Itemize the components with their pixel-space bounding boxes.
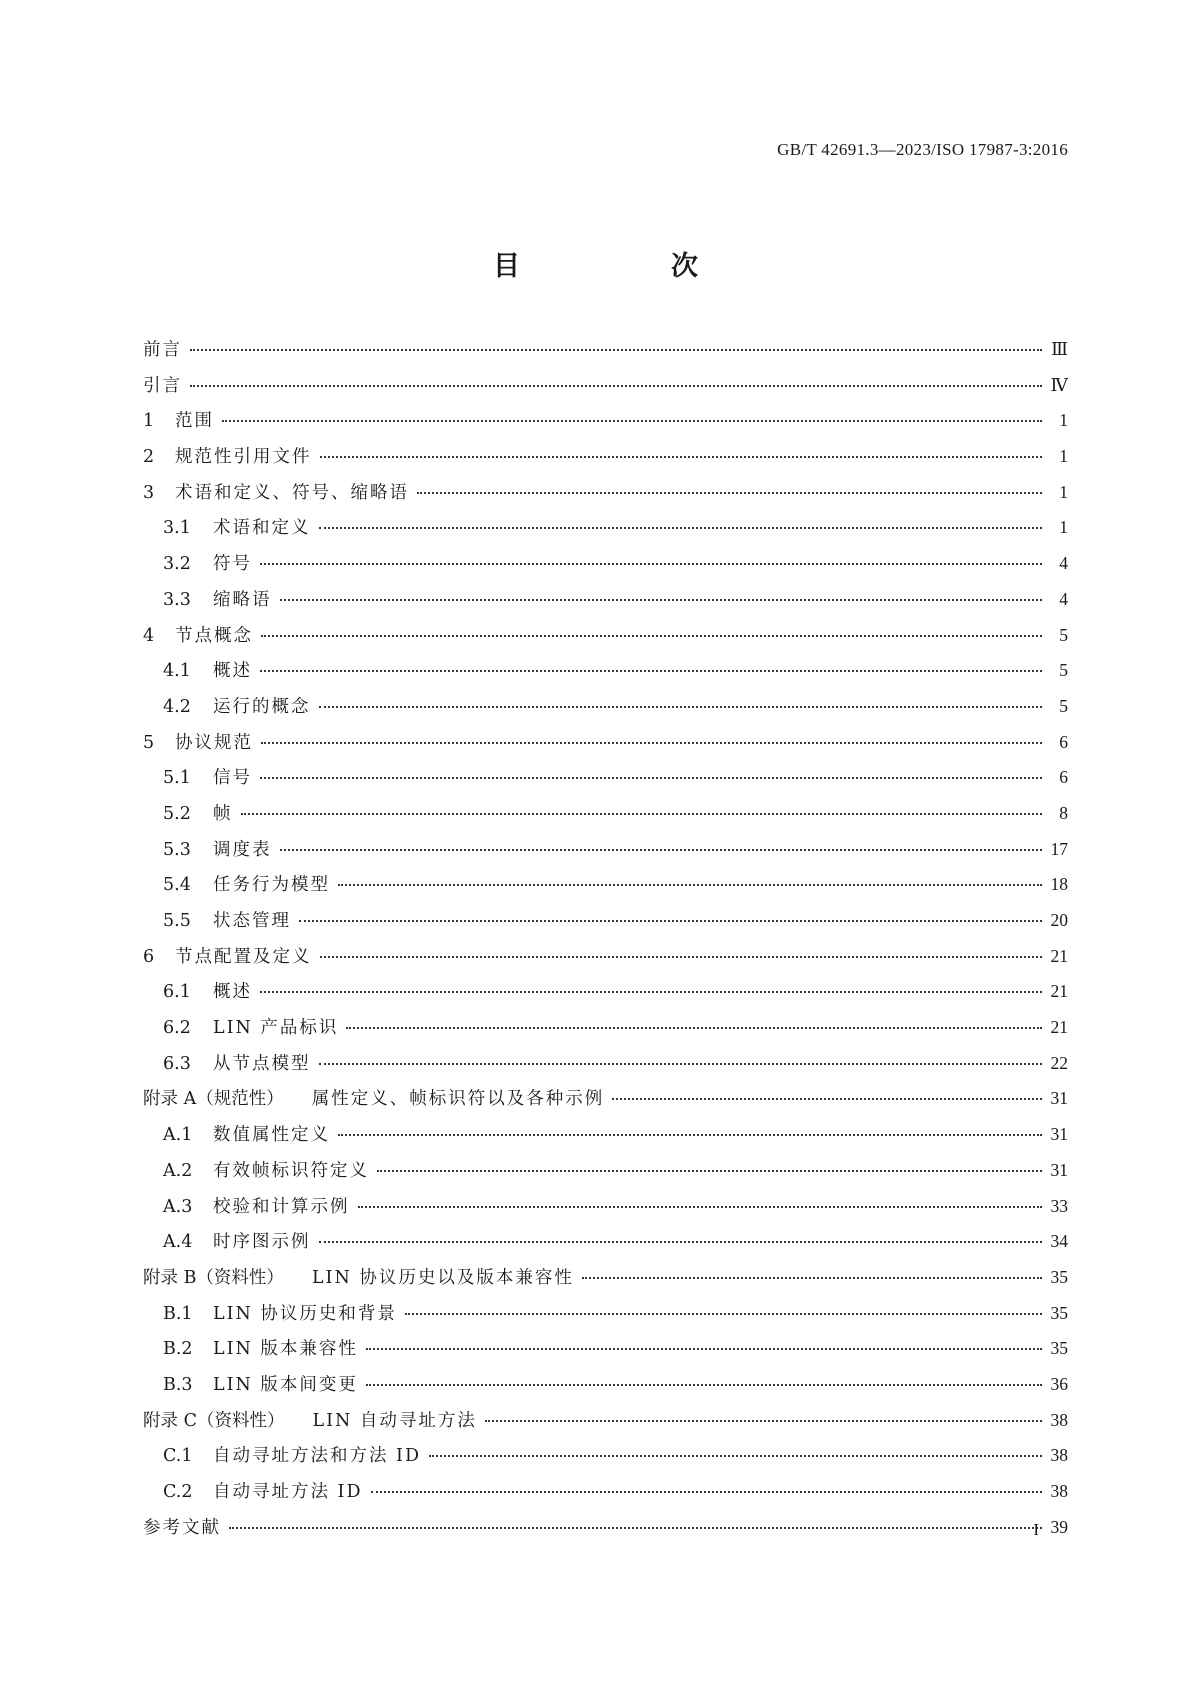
toc-entry-title: LIN 版本间变更 [213, 1374, 358, 1395]
toc-entry-title: 规范性引用文件 [175, 447, 312, 468]
toc-leader-dots [260, 991, 1042, 993]
toc-entry-title: LIN 自动寻址方法 [312, 1410, 477, 1431]
toc-entry-title: 参考文献 [143, 1517, 221, 1538]
toc-entry-page: 5 [1059, 624, 1068, 645]
toc-entry-page: 21 [1050, 981, 1068, 1002]
toc-entry-number: A.4 [163, 1232, 193, 1253]
toc-leader-dots [346, 1027, 1042, 1029]
toc-entry-number: 5.1 [163, 768, 191, 789]
toc-entry-page: 4 [1059, 588, 1068, 609]
toc-entry-page: 31 [1050, 1124, 1068, 1145]
page-title: 目 次 [493, 251, 760, 282]
toc-entry-title: LIN 协议历史和背景 [213, 1303, 397, 1324]
toc-entry-number: A.2 [163, 1160, 193, 1181]
toc-leader-dots [319, 1241, 1043, 1243]
toc-entry-page: 6 [1059, 767, 1068, 788]
toc-entry-page: Ⅲ [1051, 339, 1068, 359]
toc-entry[interactable] [143, 980, 1068, 1016]
toc-entry[interactable] [143, 945, 1068, 981]
toc-entry[interactable] [143, 1016, 1068, 1052]
toc-entry-number: 4 [143, 625, 155, 646]
toc-entry[interactable] [143, 802, 1068, 838]
toc-leader-dots [338, 884, 1042, 886]
standard-code: GB/T 42691.3—2023/ISO 17987-3:2016 [777, 140, 1068, 159]
toc-leader-dots [241, 813, 1043, 815]
toc-leader-dots [319, 527, 1043, 529]
toc-entry[interactable] [143, 1052, 1068, 1088]
toc-entry-number: 3.2 [163, 554, 191, 575]
toc-entry[interactable] [143, 1230, 1068, 1266]
toc-entry[interactable] [143, 445, 1068, 481]
toc-entry-number: 6.2 [163, 1018, 191, 1039]
toc-leader-dots [260, 670, 1042, 672]
toc-entry[interactable] [143, 1409, 1068, 1445]
toc-leader-dots [582, 1277, 1042, 1279]
toc-entry-title: 节点配置及定义 [175, 946, 312, 967]
toc-entry[interactable] [143, 1195, 1068, 1231]
toc-leader-dots [358, 1206, 1043, 1208]
toc-entry-number: B.3 [163, 1374, 193, 1395]
toc-entry-title: 运行的概念 [213, 696, 311, 717]
toc-entry-page: 21 [1050, 945, 1068, 966]
toc-entry-title: 时序图示例 [213, 1232, 311, 1253]
toc-entry-title: 自动寻址方法 ID [213, 1482, 363, 1502]
toc-entry-number: 附录 B（资料性） [143, 1267, 284, 1288]
toc-entry[interactable] [143, 873, 1068, 909]
toc-leader-dots [377, 1170, 1042, 1172]
toc-entry-title: 校验和计算示例 [213, 1196, 350, 1217]
toc-entry-number: A.1 [163, 1125, 193, 1146]
toc-leader-dots [229, 1527, 1042, 1529]
toc-entry-number: 2 [143, 447, 155, 468]
toc-entry-page: 35 [1050, 1266, 1068, 1287]
toc-entry-number: 附录 A（规范性） [143, 1089, 284, 1110]
toc-entry-page: 31 [1050, 1088, 1068, 1109]
toc-entry-title: 符号 [213, 554, 252, 575]
toc-entry[interactable] [143, 659, 1068, 695]
toc-entry[interactable] [143, 695, 1068, 731]
toc-entry-number: 6.1 [163, 982, 191, 1003]
toc-entry-page: 1 [1059, 410, 1068, 431]
toc-entry[interactable] [143, 1302, 1068, 1338]
toc-entry-title: 概述 [213, 661, 252, 682]
toc-entry-page: 38 [1050, 1445, 1068, 1466]
toc-entry-number: 4.1 [163, 661, 191, 682]
toc-entry-number: C.2 [163, 1482, 193, 1502]
toc-entry[interactable] [143, 409, 1068, 445]
toc-entry-title: 状态管理 [213, 911, 291, 931]
toc-entry-page: 20 [1050, 910, 1068, 930]
toc-entry-title: 缩略语 [213, 589, 272, 610]
toc-entry-title: 任务行为模型 [213, 875, 330, 896]
toc-entry-number: 5.5 [163, 911, 191, 931]
toc-entry[interactable] [143, 1159, 1068, 1195]
toc-leader-dots [261, 742, 1042, 744]
toc-entry-page: 34 [1050, 1231, 1068, 1252]
toc-leader-dots [222, 420, 1042, 422]
toc-entry-title: 自动寻址方法和方法 ID [213, 1446, 422, 1467]
toc-entry[interactable] [143, 1337, 1068, 1373]
toc-entry[interactable] [143, 1266, 1068, 1302]
toc-entry[interactable] [143, 1516, 1068, 1552]
toc-entry-page: 18 [1050, 874, 1068, 895]
toc-entry-number: 1 [143, 411, 155, 432]
toc-entry-number: 3.3 [163, 589, 191, 610]
toc-entry-number: 6.3 [163, 1053, 191, 1074]
toc-entry-title: 术语和定义 [213, 518, 311, 539]
toc-entry-title: 前言 [143, 340, 182, 360]
toc-entry-page: 38 [1050, 1409, 1068, 1430]
toc-entry[interactable] [143, 552, 1068, 588]
toc-leader-dots [612, 1098, 1042, 1100]
toc-entry-page: 17 [1050, 838, 1068, 859]
toc-entry-title: LIN 产品标识 [213, 1018, 339, 1039]
toc-leader-dots [320, 956, 1043, 958]
toc-leader-dots [320, 456, 1043, 458]
toc-entry-page: Ⅳ [1050, 374, 1068, 395]
toc-entry[interactable] [143, 731, 1068, 767]
toc-entry[interactable] [143, 588, 1068, 624]
toc-entry[interactable] [143, 1087, 1068, 1123]
toc-entry-page: 1 [1059, 446, 1068, 467]
toc-entry[interactable] [143, 516, 1068, 552]
toc-entry-page: 5 [1059, 695, 1068, 716]
toc-leader-dots [260, 777, 1042, 779]
toc-entry-page: 6 [1059, 731, 1068, 752]
toc-entry-page: 1 [1059, 481, 1068, 502]
toc-leader-dots [319, 706, 1043, 708]
toc-entry-page: 5 [1059, 660, 1068, 681]
toc-entry-page: 38 [1050, 1481, 1068, 1501]
toc-entry[interactable] [143, 1123, 1068, 1159]
toc-entry-number: 5.3 [163, 839, 191, 860]
toc-entry-page: 39 [1050, 1516, 1068, 1537]
toc-leader-dots [366, 1348, 1042, 1350]
toc-entry-number: B.1 [163, 1303, 193, 1324]
toc-leader-dots [260, 563, 1042, 565]
toc-entry-number: 3.1 [163, 518, 191, 539]
toc-entry-page: 22 [1050, 1052, 1068, 1073]
toc-entry[interactable] [143, 374, 1068, 410]
toc-entry-title: 节点概念 [175, 625, 253, 646]
toc-leader-dots [371, 1491, 1042, 1493]
toc-entry-page: 8 [1059, 802, 1068, 823]
toc-leader-dots [299, 920, 1042, 922]
toc-entry-title: 调度表 [213, 839, 272, 860]
toc-entry[interactable] [143, 909, 1068, 945]
toc-leader-dots [366, 1384, 1042, 1386]
toc-entry-title: 数值属性定义 [213, 1125, 330, 1146]
toc-entry-number: C.1 [163, 1446, 193, 1467]
toc-entry-title: 帧 [213, 803, 233, 824]
table-of-contents [143, 338, 1068, 1551]
toc-entry[interactable] [143, 1373, 1068, 1409]
toc-entry-page: 35 [1050, 1302, 1068, 1323]
toc-entry-number: 5 [143, 732, 155, 753]
toc-entry[interactable] [143, 481, 1068, 517]
toc-entry-page: 4 [1059, 553, 1068, 574]
toc-leader-dots [280, 849, 1043, 851]
toc-entry-title: 有效帧标识符定义 [213, 1160, 369, 1181]
toc-entry[interactable] [143, 766, 1068, 802]
toc-leader-dots [319, 1063, 1043, 1065]
toc-leader-dots [429, 1455, 1042, 1457]
toc-entry-number: 3 [143, 482, 155, 503]
toc-entry-title: 概述 [213, 982, 252, 1003]
page-number: I [1033, 1520, 1039, 1539]
toc-entry-title: 范围 [175, 411, 214, 432]
toc-entry-number: 5.4 [163, 875, 191, 896]
toc-entry-page: 31 [1050, 1159, 1068, 1180]
toc-entry-title: LIN 版本兼容性 [213, 1339, 358, 1360]
toc-entry-title: 引言 [143, 375, 182, 396]
toc-leader-dots [280, 599, 1043, 601]
toc-entry-page: 35 [1050, 1338, 1068, 1359]
toc-entry[interactable] [143, 1480, 1068, 1516]
toc-entry[interactable] [143, 838, 1068, 874]
toc-entry[interactable] [143, 624, 1068, 660]
toc-leader-dots [261, 635, 1042, 637]
toc-entry-number: A.3 [163, 1196, 193, 1217]
toc-entry-title: 从节点模型 [213, 1053, 311, 1074]
toc-leader-dots [190, 385, 1042, 387]
toc-entry-page: 1 [1059, 517, 1068, 538]
toc-entry-title: 属性定义、帧标识符以及各种示例 [311, 1089, 605, 1110]
toc-entry-number: 6 [143, 946, 155, 967]
toc-entry-number: 附录 C（资料性） [143, 1410, 285, 1431]
toc-leader-dots [485, 1420, 1042, 1422]
toc-leader-dots [338, 1134, 1042, 1136]
toc-entry-title: 术语和定义、符号、缩略语 [175, 482, 409, 503]
toc-leader-dots [417, 492, 1042, 494]
toc-entry-title: 协议规范 [175, 732, 253, 753]
toc-entry-page: 21 [1050, 1017, 1068, 1038]
toc-entry-title: LIN 协议历史以及版本兼容性 [311, 1267, 574, 1288]
toc-entry-number: B.2 [163, 1339, 193, 1360]
toc-leader-dots [190, 349, 1042, 351]
toc-entry-title: 信号 [213, 768, 252, 789]
toc-entry[interactable] [143, 338, 1068, 374]
toc-entry-number: 5.2 [163, 803, 191, 824]
toc-leader-dots [405, 1313, 1042, 1315]
toc-entry-number: 4.2 [163, 696, 191, 717]
toc-entry[interactable] [143, 1444, 1068, 1480]
toc-entry-page: 36 [1050, 1373, 1068, 1394]
toc-entry-page: 33 [1050, 1195, 1068, 1216]
